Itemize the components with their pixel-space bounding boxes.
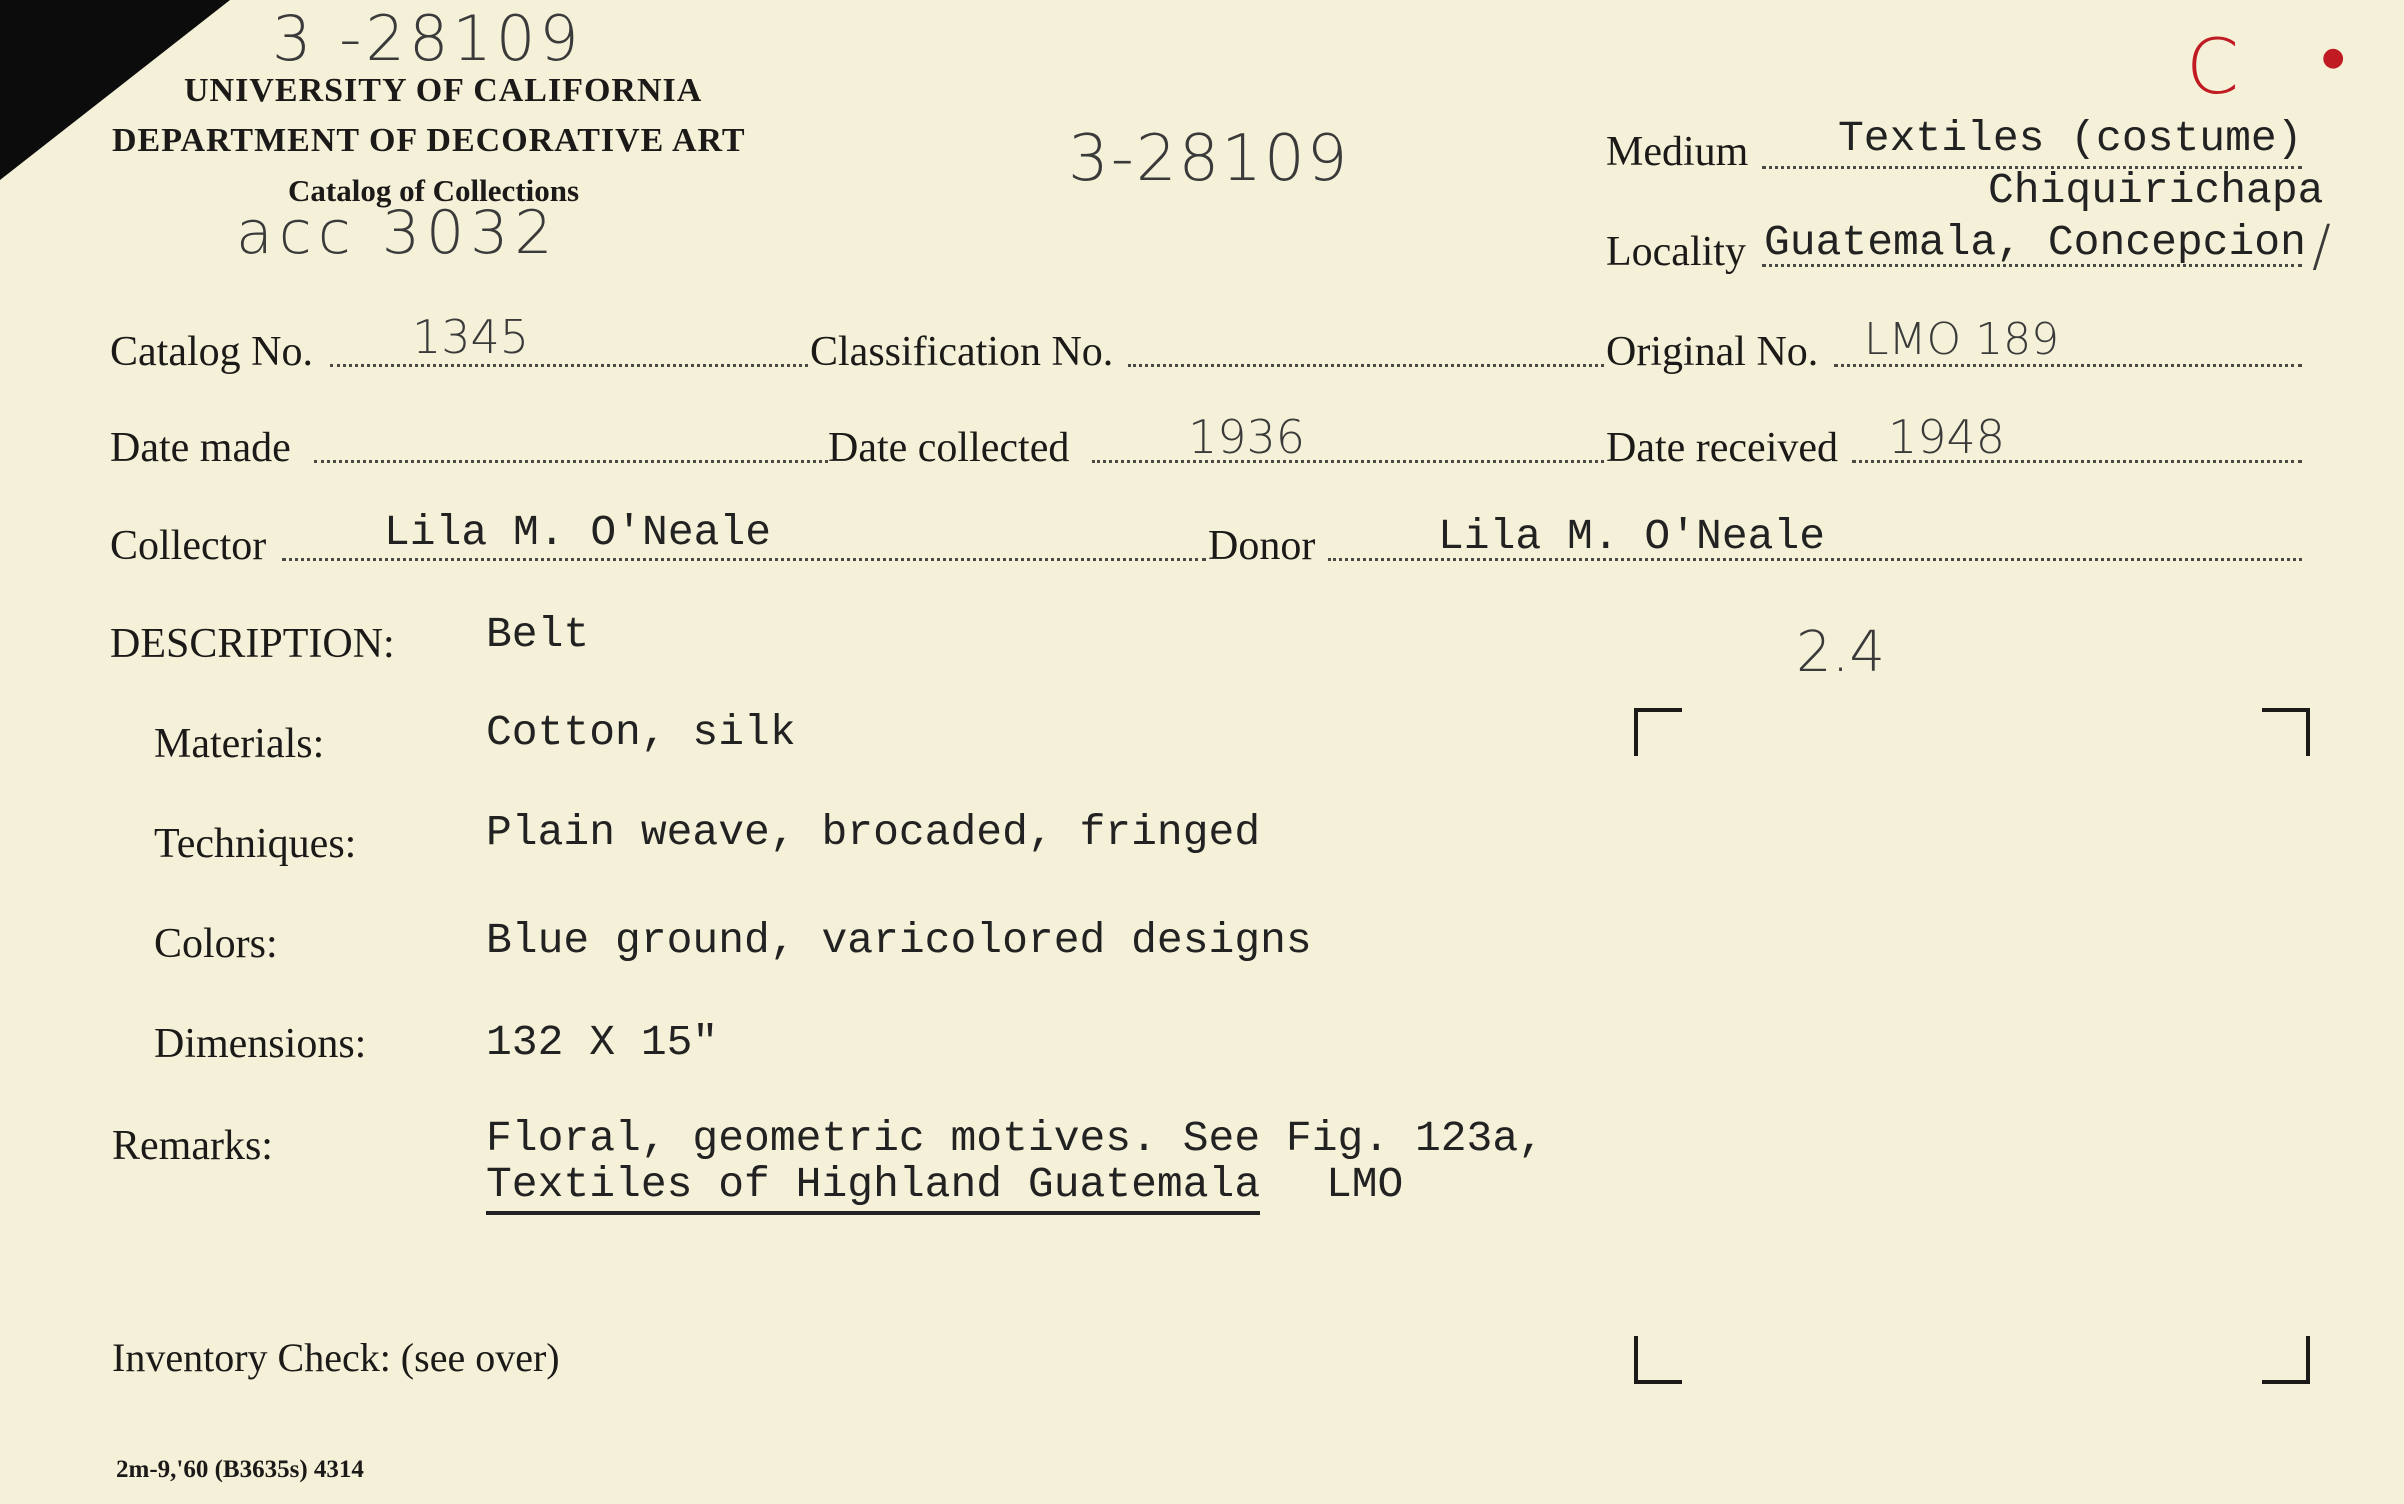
- catalog-no-dotted-line: [330, 364, 808, 367]
- date-received-label: Date received: [1606, 425, 1839, 471]
- handwritten-reference: 2.4: [1796, 620, 1886, 685]
- print-code: 2m-9,'60 (B3635s) 4314: [116, 1456, 364, 1483]
- locality-value-line1: Chiquirichapa: [1988, 166, 2324, 215]
- medium-label: Medium: [1606, 129, 1749, 175]
- colors-label: Colors:: [154, 921, 278, 967]
- inventory-check: Inventory Check: (see over): [112, 1335, 560, 1380]
- remarks-line2: [486, 1160, 1403, 1209]
- institution-name: UNIVERSITY OF CALIFORNIA: [184, 72, 703, 109]
- date-collected-value: 1936: [1188, 410, 1306, 464]
- dimensions-value: 132 X 15": [486, 1018, 719, 1067]
- photo-bracket-bottom-left: [1634, 1336, 1682, 1384]
- techniques-value: Plain weave, brocaded, fringed: [486, 808, 1261, 857]
- colors-value: Blue ground, varicolored designs: [486, 916, 1312, 965]
- remarks-line1: Floral, geometric motives. See Fig. 123a,: [486, 1114, 1544, 1163]
- department-name: DEPARTMENT OF DECORATIVE ART: [112, 122, 746, 159]
- classification-no-label: Classification No.: [810, 329, 1114, 375]
- date-received-value: 1948: [1888, 410, 2006, 464]
- red-ink-dot: ●: [2307, 27, 2357, 86]
- description-label: DESCRIPTION:: [110, 621, 395, 667]
- techniques-label: Techniques:: [154, 821, 357, 867]
- collector-dotted-line: [282, 558, 1206, 561]
- collector-value: Lila M. O'Neale: [384, 508, 772, 557]
- photo-bracket-top-left: [1634, 708, 1682, 756]
- original-no-value: LMO 189: [1864, 314, 2060, 365]
- date-collected-dotted-line: [1092, 460, 1604, 463]
- date-made-dotted-line: [314, 460, 828, 463]
- materials-label: Materials:: [154, 721, 325, 767]
- original-no-label: Original No.: [1606, 329, 1819, 375]
- catalog-title: Catalog of Collections: [288, 173, 580, 208]
- materials-value: Cotton, silk: [486, 708, 796, 757]
- collector-label: Collector: [110, 523, 267, 569]
- locality-label: Locality: [1606, 229, 1746, 275]
- locality-value-line2: Guatemala, Concepcion: [1764, 218, 2306, 267]
- red-check-mark: C: [2186, 22, 2240, 111]
- date-made-label: Date made: [110, 425, 291, 471]
- remarks-label: Remarks:: [112, 1123, 273, 1169]
- dimensions-label: Dimensions:: [154, 1021, 367, 1067]
- handwritten-top-number: 3 -28109: [272, 2, 583, 75]
- photo-bracket-top-right: [2262, 708, 2310, 756]
- remarks-book-title: Textiles of Highland Guatemala: [486, 1160, 1260, 1215]
- locality-slash-mark: /: [2312, 214, 2331, 279]
- remarks-initials: LMO: [1325, 1160, 1404, 1209]
- donor-value: Lila M. O'Neale: [1438, 512, 1826, 561]
- catalog-no-value: 1345: [412, 310, 530, 364]
- accession-number-handwritten: acc 3032: [236, 198, 559, 268]
- classification-no-dotted-line: [1128, 364, 1604, 367]
- medium-value: Textiles (costume): [1838, 114, 2303, 163]
- description-value: Belt: [486, 610, 590, 659]
- donor-label: Donor: [1208, 523, 1316, 569]
- catalog-no-label: Catalog No.: [110, 329, 313, 375]
- center-handwritten-number: 3-28109: [1068, 122, 1350, 196]
- date-collected-label: Date collected: [828, 425, 1070, 471]
- photo-bracket-bottom-right: [2262, 1336, 2310, 1384]
